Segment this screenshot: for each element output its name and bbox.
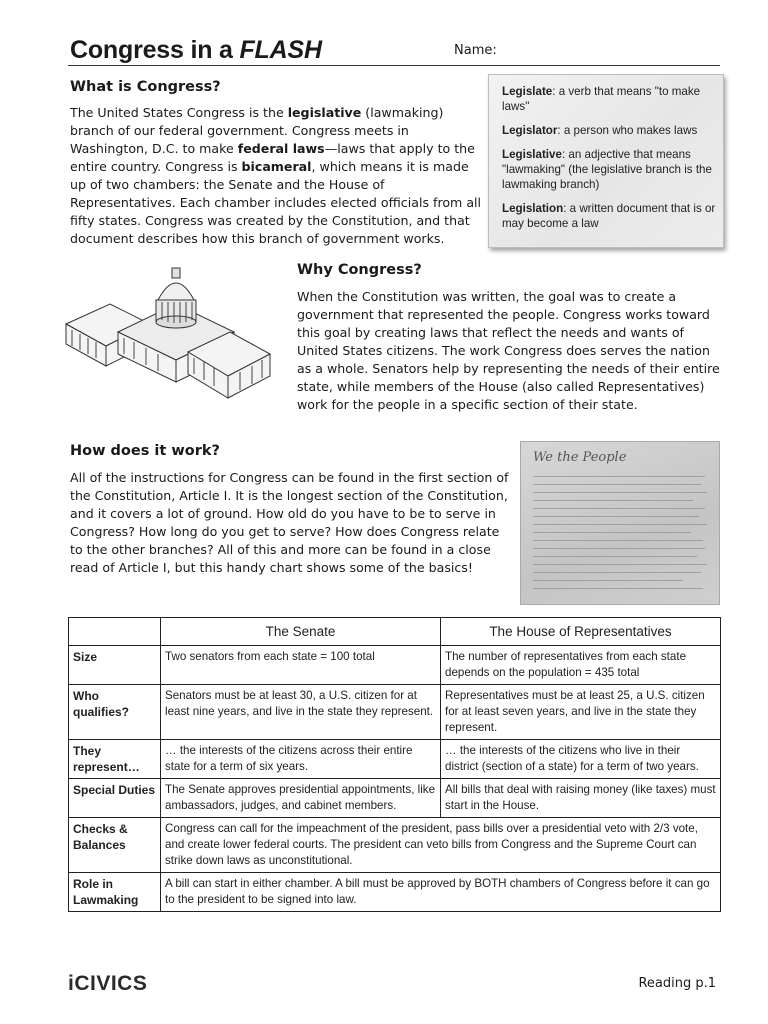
senate-cell: Senators must be at least 30, a U.S. citizen for at least nine years, and live in the state they represent. — [161, 685, 441, 740]
constitution-document-image — [520, 441, 720, 605]
name-field-label: Name: — [454, 43, 497, 58]
house-cell: All bills that deal with raising money (like taxes) must start in the House. — [441, 779, 721, 818]
congress-comparison-table — [68, 617, 721, 912]
row-label-who-qualifies: Who qualifies? — [69, 685, 161, 740]
what-is-congress-heading: What is Congress? — [70, 79, 221, 95]
column-header-senate: The Senate — [161, 618, 441, 646]
senate-cell: … the interests of the citizens across their entire state for a term of six years. — [161, 740, 441, 779]
table-row — [69, 873, 721, 912]
how-does-it-work-heading: How does it work? — [70, 443, 220, 459]
how-does-it-work-paragraph: All of the instructions for Congress can be found in the first section of the Constitution, Article I. It is the longest section of the Constitution, and it covers a lot of ground. How old do you have to be to serve in Congress? How long do you get to serve? How does Congress relate to the other branches? All of this and more can be found in a close read of Article I, but this handy chart shows some of the basics! — [70, 470, 509, 575]
table-row — [69, 818, 721, 873]
vocab-legislative: Legislative: an adjective that means "lawmaking" (the legislative branch is the lawmaking branch) — [502, 148, 712, 191]
table-row — [69, 779, 721, 818]
constitution-heading: We the People — [533, 450, 627, 465]
senate-cell: Two senators from each state = 100 total — [161, 646, 441, 685]
house-cell: … the interests of the citizens who live in their district (section of a state) for a term of two years. — [441, 740, 721, 779]
shared-cell: A bill can start in either chamber. A bill must be approved by BOTH chambers of Congress before it can go to the president to be signed into law. — [161, 873, 721, 912]
vocab-legislation: Legislation: a written document that is or may become a law — [502, 202, 716, 230]
table-row — [69, 685, 721, 740]
title-emphasis: FLASH — [239, 36, 322, 64]
column-header-house: The House of Representatives — [441, 618, 721, 646]
table-row — [69, 646, 721, 685]
row-label-special-duties: Special Duties — [69, 779, 161, 818]
page-number: Reading p.1 — [638, 976, 716, 991]
capitol-building-icon — [58, 262, 274, 412]
table-row — [69, 740, 721, 779]
row-label-checks-balances: Checks & Balances — [69, 818, 161, 873]
row-label-they-represent: They represent… — [69, 740, 161, 779]
title-text: Congress in a — [70, 36, 240, 64]
table-header-row — [69, 618, 721, 646]
why-congress-heading: Why Congress? — [297, 262, 422, 278]
page-title — [70, 36, 322, 65]
icivics-logo: iCIVICS — [68, 972, 148, 995]
table-corner — [69, 618, 161, 646]
senate-cell: The Senate approves presidential appointments, like ambassadors, judges, and cabinet members. — [161, 779, 441, 818]
why-congress-paragraph: When the Constitution was written, the goal was to create a government that represented the people. Congress works toward this goal by creating laws that reflect the needs and wants of United States citizens. The work Congress does serves the nation as a whole. Senators help by representing the needs of their entire state, while members of the House (also called Representatives) work for the people in a specific section of their state. — [297, 289, 720, 412]
vocab-legislator: Legislator: a person who makes laws — [502, 124, 698, 137]
house-cell: Representatives must be at least 25, a U.S. citizen for at least seven years, and live in the state they represent. — [441, 685, 721, 740]
row-label-size: Size — [69, 646, 161, 685]
row-label-role-in-lawmaking: Role in Lawmaking — [69, 873, 161, 912]
what-is-congress-paragraph: The United States Congress is the legislative (lawmaking) branch of our federal government. Congress meets in Washington, D.C. to make federal laws—laws that apply to the entire country. Congress is bicameral, which means it is made up of two chambers: the Senate and the House of Representatives. Each chamber includes elected officials from all fifty states. Congress was created by the Constitution, and that document describes how this branch of government works. — [70, 105, 482, 246]
title-divider — [68, 65, 720, 66]
house-cell: The number of representatives from each state depends on the population = 435 total — [441, 646, 721, 685]
shared-cell: Congress can call for the impeachment of the president, pass bills over a presidential veto with 2/3 vote, and create lower federal courts. The president can veto bills from Congress and the Supreme Court can strike down laws as unconstitutional. — [161, 818, 721, 873]
vocab-legislate: Legislate: a verb that means "to make laws" — [502, 85, 701, 113]
vocabulary-box — [488, 74, 724, 248]
